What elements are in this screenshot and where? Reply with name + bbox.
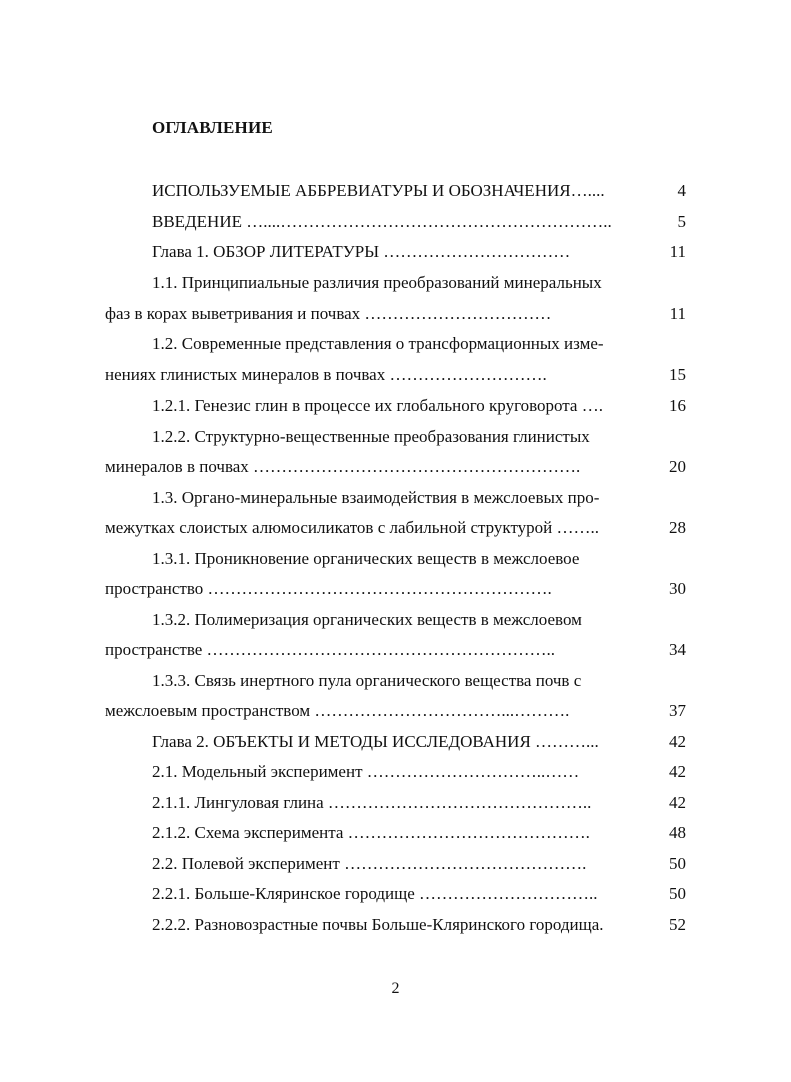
toc-page-number: 37 (669, 701, 686, 720)
toc-page-number: 15 (669, 365, 686, 384)
toc-page-number: 30 (669, 579, 686, 598)
toc-entry-line: межслоевым пространством ……………………………...………. (105, 701, 570, 720)
toc-page-number: 42 (669, 793, 686, 812)
toc-page-number: 42 (669, 732, 686, 751)
toc-entry-line: нениях глинистых минералов в почвах ………………………. (105, 365, 547, 384)
toc-heading: ОГЛАВЛЕНИЕ (152, 118, 273, 137)
toc-page-number: 28 (669, 518, 686, 537)
toc-entry-line: Глава 2. ОБЪЕКТЫ И МЕТОДЫ ИССЛЕДОВАНИЯ ………... (152, 732, 599, 751)
toc-entry-line: 2.1. Модельный эксперимент …………………………..…… (152, 762, 580, 781)
toc-page-number: 50 (669, 884, 686, 903)
toc-page-number: 48 (669, 823, 686, 842)
toc-entry-line: 1.3. Органо-минеральные взаимодействия в межслоевых про- (152, 488, 600, 507)
toc-entry-line: минералов в почвах …………………………………………………. (105, 457, 581, 476)
page-number: 2 (391, 980, 400, 997)
toc-page-number: 5 (677, 212, 686, 231)
toc-entry-line: 1.2. Современные представления о трансформационных изме- (152, 334, 604, 353)
toc-entry-line: 1.2.1. Генезис глин в процессе их глобального круговорота …. (152, 396, 603, 415)
toc-entry-line: ИСПОЛЬЗУЕМЫЕ АББРЕВИАТУРЫ И ОБОЗНАЧЕНИЯ….... (152, 181, 605, 200)
toc-entry-line: ВВЕДЕНИЕ …....………………………………………………….. (152, 212, 612, 231)
toc-entry-line: 1.3.2. Полимеризация органических веществ в межслоевом (152, 610, 582, 629)
toc-entry-line: пространстве …………………………………………………….. (105, 640, 556, 659)
toc-entry-line: 1.3.1. Проникновение органических веществ в межслоевое (152, 549, 580, 568)
toc-entry-line: фаз в корах выветривания и почвах …………………………… (105, 304, 552, 323)
toc-entry-line: 2.2.2. Разновозрастные почвы Больше-Кляринского городища. (152, 915, 604, 934)
toc-page-number: 20 (669, 457, 686, 476)
toc-entry-line: 2.1.2. Схема эксперимента ……………………………………. (152, 823, 590, 842)
toc-entry-line: межутках слоистых алюмосиликатов с лабильной структурой …….. (105, 518, 599, 537)
toc-page-number: 11 (669, 242, 686, 261)
toc-entry-line: Глава 1. ОБЗОР ЛИТЕРАТУРЫ …………………………… (152, 242, 571, 261)
toc-page-number: 16 (669, 396, 686, 415)
toc-entry-line: 1.3.3. Связь инертного пула органического вещества почв с (152, 671, 582, 690)
toc-page-number: 52 (669, 915, 686, 934)
toc-page-number: 34 (669, 640, 686, 659)
toc-page-number: 4 (677, 181, 686, 200)
toc-entry-line: 2.2.1. Больше-Кляринское городище ………………………….. (152, 884, 598, 903)
toc-entry-line: 1.1. Принципиальные различия преобразований минеральных (152, 273, 602, 292)
toc-entry-line: пространство ……………………………………………………. (105, 579, 552, 598)
toc-page-number: 50 (669, 854, 686, 873)
toc-entry-line: 1.2.2. Структурно-вещественные преобразования глинистых (152, 427, 590, 446)
toc-entry-line: 2.1.1. Лингуловая глина ……………………………………….. (152, 793, 592, 812)
toc-entry-line: 2.2. Полевой эксперимент ……………………………………. (152, 854, 587, 873)
toc-page-number: 42 (669, 762, 686, 781)
toc-page-number: 11 (669, 304, 686, 323)
